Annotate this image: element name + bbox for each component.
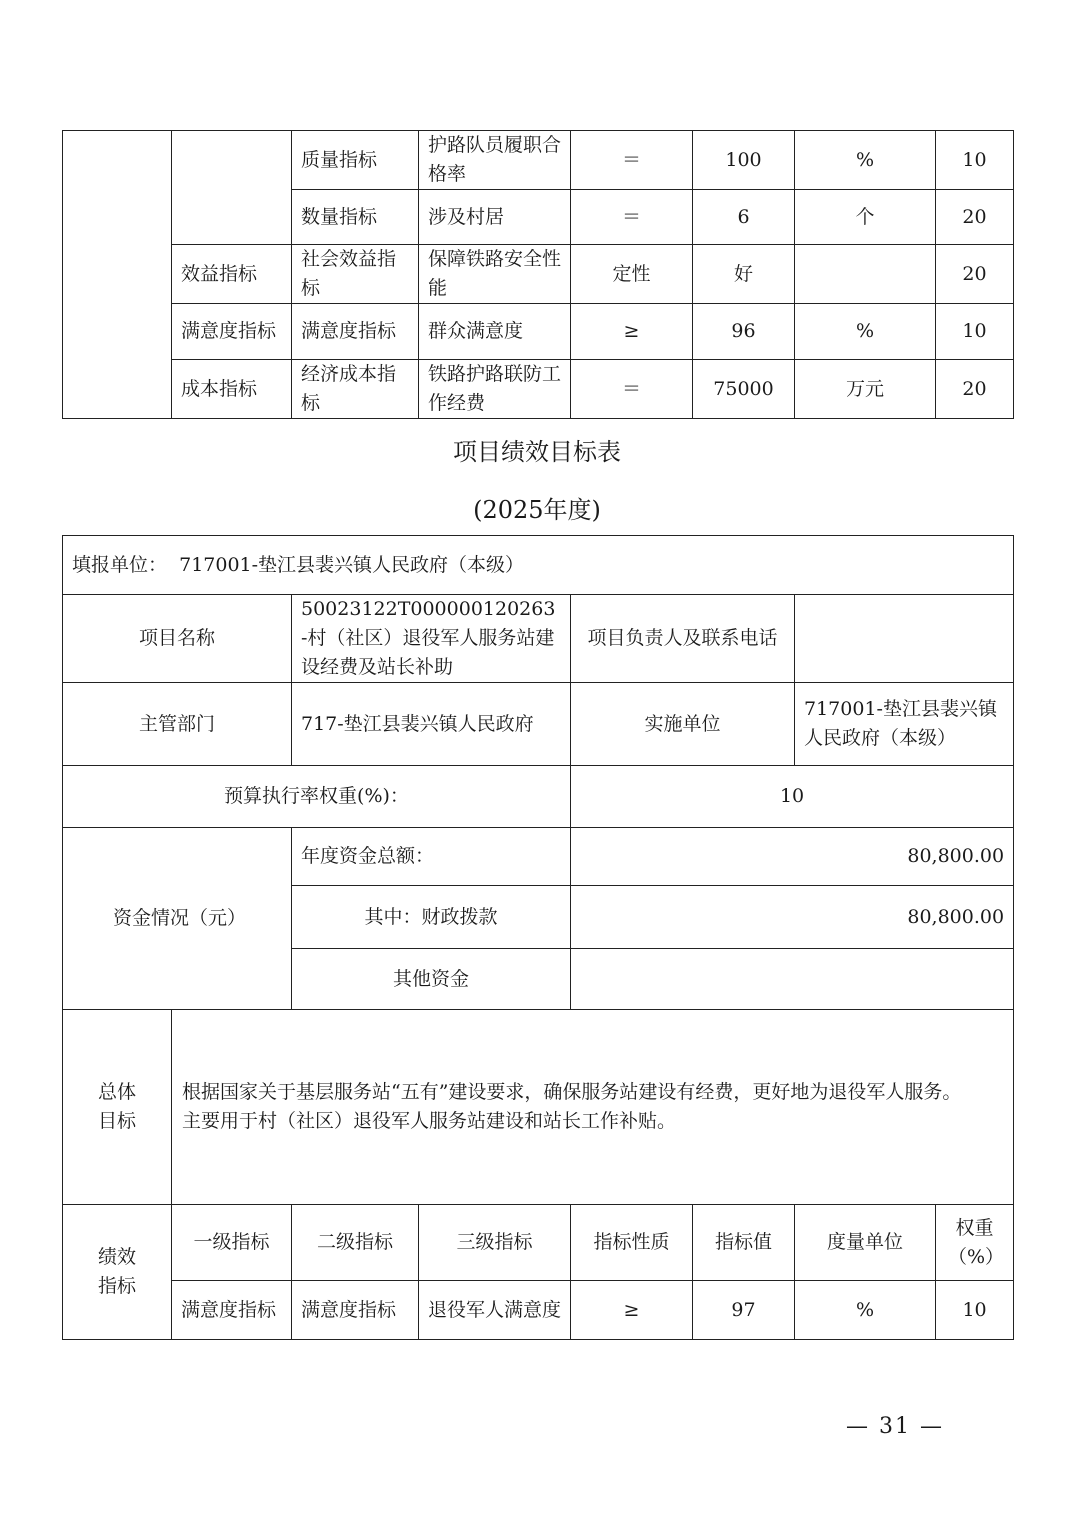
implementing-unit-label: 实施单位 [571, 683, 795, 766]
reporting-unit-cell [63, 536, 1014, 595]
header-value: 指标值 [693, 1205, 795, 1281]
table-row [63, 1281, 1014, 1340]
level3-cell: 群众满意度 [419, 304, 571, 360]
header-level3: 三级指标 [419, 1205, 571, 1281]
value-cell: 好 [693, 245, 795, 304]
unit-cell: % [795, 1281, 936, 1340]
value-cell: 100 [693, 131, 795, 190]
fiscal-allocation-value: 80,800.00 [571, 886, 1014, 949]
unit-cell: 万元 [795, 360, 936, 419]
document-title: 项目绩效目标表 [453, 438, 621, 466]
other-funds-label: 其他资金 [292, 949, 571, 1010]
weight-cell: 20 [936, 360, 1014, 419]
level1-cell: 效益指标 [172, 245, 292, 304]
header-level2: 二级指标 [292, 1205, 419, 1281]
budget-weight-value: 10 [571, 766, 1014, 828]
table-row [63, 595, 1014, 683]
header-level1: 一级指标 [172, 1205, 292, 1281]
document-year: (2025年度) [473, 496, 601, 524]
table-row [63, 131, 1014, 190]
level2-cell: 满意度指标 [292, 1281, 419, 1340]
fiscal-allocation-label: 其中：财政拨款 [292, 886, 571, 949]
blank-cell [63, 131, 172, 419]
level2-cell: 社会效益指标 [292, 245, 419, 304]
project-name-value: 50023122T000000120263-村（社区）退役军人服务站建设经费及站长补助 [292, 595, 571, 683]
overall-goal-line: 根据国家关于基层服务站“五有”建设要求，确保服务站建设有经费，更好地为退役军人服务。 [182, 1081, 962, 1103]
level3-cell: 保障铁路安全性能 [419, 245, 571, 304]
performance-indicator-label: 绩效指标 [63, 1205, 172, 1340]
nature-cell: ≥ [571, 304, 693, 360]
overall-goal-line: 主要用于村（社区）退役军人服务站建设和站长工作补贴。 [182, 1110, 677, 1132]
nature-cell: ＝ [571, 190, 693, 245]
project-name-label: 项目名称 [63, 595, 292, 683]
level1-cell: 满意度指标 [172, 1281, 292, 1340]
weight-cell: 10 [936, 304, 1014, 360]
weight-cell: 10 [936, 131, 1014, 190]
header-weight: 权重（%） [936, 1205, 1014, 1281]
level3-cell: 退役军人满意度 [419, 1281, 571, 1340]
level1-cell: 满意度指标 [172, 304, 292, 360]
nature-cell: ＝ [571, 360, 693, 419]
header-nature: 指标性质 [571, 1205, 693, 1281]
indicator-continuation-table [62, 130, 1014, 419]
unit-cell: % [795, 304, 936, 360]
annual-total-value: 80,800.00 [571, 828, 1014, 886]
value-cell: 75000 [693, 360, 795, 419]
value-cell: 97 [693, 1281, 795, 1340]
level3-cell: 铁路护路联防工作经费 [419, 360, 571, 419]
table-row [63, 1010, 1014, 1205]
nature-cell: 定性 [571, 245, 693, 304]
project-leader-label: 项目负责人及联系电话 [571, 595, 795, 683]
funds-label: 资金情况（元） [63, 828, 292, 1010]
overall-goal-label: 总体目标 [63, 1010, 172, 1205]
table-row [63, 766, 1014, 828]
value-cell: 6 [693, 190, 795, 245]
table-row [63, 536, 1014, 595]
unit-cell: % [795, 131, 936, 190]
header-unit: 度量单位 [795, 1205, 936, 1281]
unit-cell [795, 245, 936, 304]
level2-cell: 满意度指标 [292, 304, 419, 360]
other-funds-value [571, 949, 1014, 1010]
department-value: 717-垫江县裴兴镇人民政府 [292, 683, 571, 766]
overall-goal-cell [172, 1010, 1014, 1205]
level2-cell: 质量指标 [292, 131, 419, 190]
weight-cell: 20 [936, 245, 1014, 304]
reporting-unit-label: 填报单位： [72, 553, 168, 576]
table-row [63, 1205, 1014, 1281]
annual-total-label: 年度资金总额： [292, 828, 571, 886]
table-row [63, 304, 1014, 360]
performance-target-table [62, 535, 1014, 1340]
page-number: — 31 — [846, 1414, 944, 1439]
level1-cell: 成本指标 [172, 360, 292, 419]
unit-cell: 个 [795, 190, 936, 245]
project-leader-value [795, 595, 1014, 683]
table-row [63, 245, 1014, 304]
blank-cell [172, 131, 292, 245]
weight-cell: 20 [936, 190, 1014, 245]
table-row [63, 683, 1014, 766]
level2-cell: 数量指标 [292, 190, 419, 245]
level3-cell: 涉及村居 [419, 190, 571, 245]
level2-cell: 经济成本指标 [292, 360, 419, 419]
level3-cell: 护路队员履职合格率 [419, 131, 571, 190]
budget-weight-label: 预算执行率权重(%)： [63, 766, 571, 828]
table-row [63, 360, 1014, 419]
reporting-unit-value: 717001-垫江县裴兴镇人民政府（本级） [179, 553, 525, 576]
table-row [63, 828, 1014, 886]
nature-cell: ≥ [571, 1281, 693, 1340]
weight-cell: 10 [936, 1281, 1014, 1340]
nature-cell: ＝ [571, 131, 693, 190]
department-label: 主管部门 [63, 683, 292, 766]
value-cell: 96 [693, 304, 795, 360]
implementing-unit-value: 717001-垫江县裴兴镇人民政府（本级） [795, 683, 1014, 766]
